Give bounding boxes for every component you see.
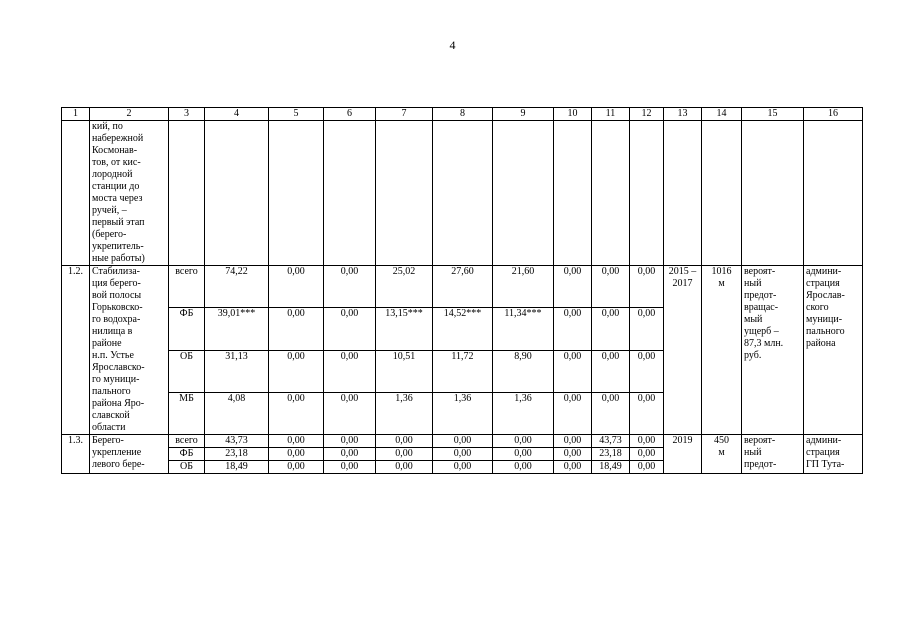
amount-cell: 0,00 xyxy=(269,350,324,392)
column-number: 9 xyxy=(493,108,554,121)
amount-cell: 0,00 xyxy=(630,435,664,448)
amount-cell: 0,00 xyxy=(269,461,324,474)
amount-cell: 0,00 xyxy=(324,308,376,350)
amount-cell: 0,00 xyxy=(630,350,664,392)
amount-cell: 10,51 xyxy=(376,350,433,392)
amount-cell: 1,36 xyxy=(376,392,433,434)
row-number-cell: 1.2. xyxy=(62,266,90,435)
amount-cell: 1,36 xyxy=(493,392,554,434)
executor-cell: админи- страция ГП Тута- xyxy=(804,435,863,474)
amount-cell: 0,00 xyxy=(493,435,554,448)
amount-cell: 0,00 xyxy=(592,350,630,392)
funding-source-cell: всего xyxy=(169,266,205,308)
amount-cell: 0,00 xyxy=(493,461,554,474)
amount-cell: 0,00 xyxy=(376,461,433,474)
effect-cell: вероят- ный предот- вращас- мый ущерб – 87,3 млн. руб. xyxy=(742,266,804,435)
continuation-row xyxy=(62,121,863,266)
amount-cell: 11,72 xyxy=(433,350,493,392)
funding-source-cell: ОБ xyxy=(169,461,205,474)
column-number: 2 xyxy=(90,108,169,121)
amount-cell: 18,49 xyxy=(592,461,630,474)
amount-cell: 25,02 xyxy=(376,266,433,308)
period-cell: 2019 xyxy=(664,435,702,474)
amount-cell: 0,00 xyxy=(592,308,630,350)
amount-cell: 18,49 xyxy=(205,461,269,474)
row-number-cell xyxy=(62,121,90,266)
amount-cell: 0,00 xyxy=(554,461,592,474)
amount-cell: 4,08 xyxy=(205,392,269,434)
row-number-cell: 1.3. xyxy=(62,435,90,474)
page-number: 4 xyxy=(449,38,456,52)
amount-cell: 0,00 xyxy=(269,435,324,448)
amount-cell: 0,00 xyxy=(324,266,376,308)
column-number: 1 xyxy=(62,108,90,121)
table-row xyxy=(62,266,863,308)
funding-source-cell: ОБ xyxy=(169,350,205,392)
amount-cell: 39,01*** xyxy=(205,308,269,350)
amount-cell: 0,00 xyxy=(554,350,592,392)
funding-source-cell: всего xyxy=(169,435,205,448)
column-number: 8 xyxy=(433,108,493,121)
amount-cell: 0,00 xyxy=(269,448,324,461)
amount-cell: 0,00 xyxy=(269,266,324,308)
length-cell: 450 м xyxy=(702,435,742,474)
amount-cell: 0,00 xyxy=(554,435,592,448)
executor-cell: админи- страция Ярослав- ского муници- пального района xyxy=(804,266,863,435)
amount-cell: 0,00 xyxy=(433,448,493,461)
period-cell: 2015 – 2017 xyxy=(664,266,702,435)
amount-cell: 0,00 xyxy=(324,392,376,434)
amount-cell: 0,00 xyxy=(376,435,433,448)
amount-cell: 0,00 xyxy=(554,448,592,461)
funding-source-cell: МБ xyxy=(169,392,205,434)
column-number: 12 xyxy=(630,108,664,121)
amount-cell: 0,00 xyxy=(592,392,630,434)
amount-cell: 0,00 xyxy=(630,392,664,434)
effect-cell: вероят- ный предот- xyxy=(742,435,804,474)
amount-cell: 0,00 xyxy=(630,266,664,308)
column-number: 6 xyxy=(324,108,376,121)
amount-cell: 0,00 xyxy=(433,435,493,448)
column-number-row xyxy=(62,108,863,121)
column-number: 16 xyxy=(804,108,863,121)
amount-cell: 0,00 xyxy=(433,461,493,474)
column-number: 7 xyxy=(376,108,433,121)
column-number: 14 xyxy=(702,108,742,121)
amount-cell: 0,00 xyxy=(554,392,592,434)
amount-cell: 0,00 xyxy=(630,461,664,474)
amount-cell: 0,00 xyxy=(324,461,376,474)
amount-cell: 43,73 xyxy=(592,435,630,448)
amount-cell: 23,18 xyxy=(592,448,630,461)
column-number: 11 xyxy=(592,108,630,121)
column-number: 13 xyxy=(664,108,702,121)
column-number: 15 xyxy=(742,108,804,121)
column-number: 4 xyxy=(205,108,269,121)
amount-cell: 31,13 xyxy=(205,350,269,392)
amount-cell: 27,60 xyxy=(433,266,493,308)
column-number: 5 xyxy=(269,108,324,121)
length-cell: 1016 м xyxy=(702,266,742,435)
amount-cell: 0,00 xyxy=(554,266,592,308)
amount-cell: 43,73 xyxy=(205,435,269,448)
measure-name-cell: Стабилиза- ция берего- вой полосы Горьковско- го водохра- нилища в районе н.п. Устье Ярославско- го муници- пального района Яро- славской области xyxy=(90,266,169,435)
column-number: 10 xyxy=(554,108,592,121)
amount-cell: 0,00 xyxy=(592,266,630,308)
amount-cell: 0,00 xyxy=(324,350,376,392)
amount-cell: 0,00 xyxy=(493,448,554,461)
amount-cell: 11,34*** xyxy=(493,308,554,350)
funding-source-cell: ФБ xyxy=(169,448,205,461)
amount-cell: 23,18 xyxy=(205,448,269,461)
column-number: 3 xyxy=(169,108,205,121)
amount-cell: 1,36 xyxy=(433,392,493,434)
amount-cell: 0,00 xyxy=(324,448,376,461)
amount-cell: 0,00 xyxy=(324,435,376,448)
amount-cell: 0,00 xyxy=(269,392,324,434)
amount-cell: 0,00 xyxy=(630,448,664,461)
amount-cell: 74,22 xyxy=(205,266,269,308)
amount-cell: 13,15*** xyxy=(376,308,433,350)
funding-source-cell: ФБ xyxy=(169,308,205,350)
amount-cell: 0,00 xyxy=(376,448,433,461)
table-row xyxy=(62,435,863,448)
measure-name-cell: Берего- укрепление левого бере- xyxy=(90,435,169,474)
amount-cell: 0,00 xyxy=(269,308,324,350)
amount-cell: 14,52*** xyxy=(433,308,493,350)
amount-cell: 0,00 xyxy=(554,308,592,350)
amount-cell: 0,00 xyxy=(630,308,664,350)
amount-cell: 21,60 xyxy=(493,266,554,308)
measure-name-cell: кий, по набережной Космонав- тов, от кис- лородной станции до моста через ручей, – первый этап (берего- укрепитель- ные работы) xyxy=(90,121,169,266)
financing-table xyxy=(61,107,863,474)
amount-cell: 8,90 xyxy=(493,350,554,392)
